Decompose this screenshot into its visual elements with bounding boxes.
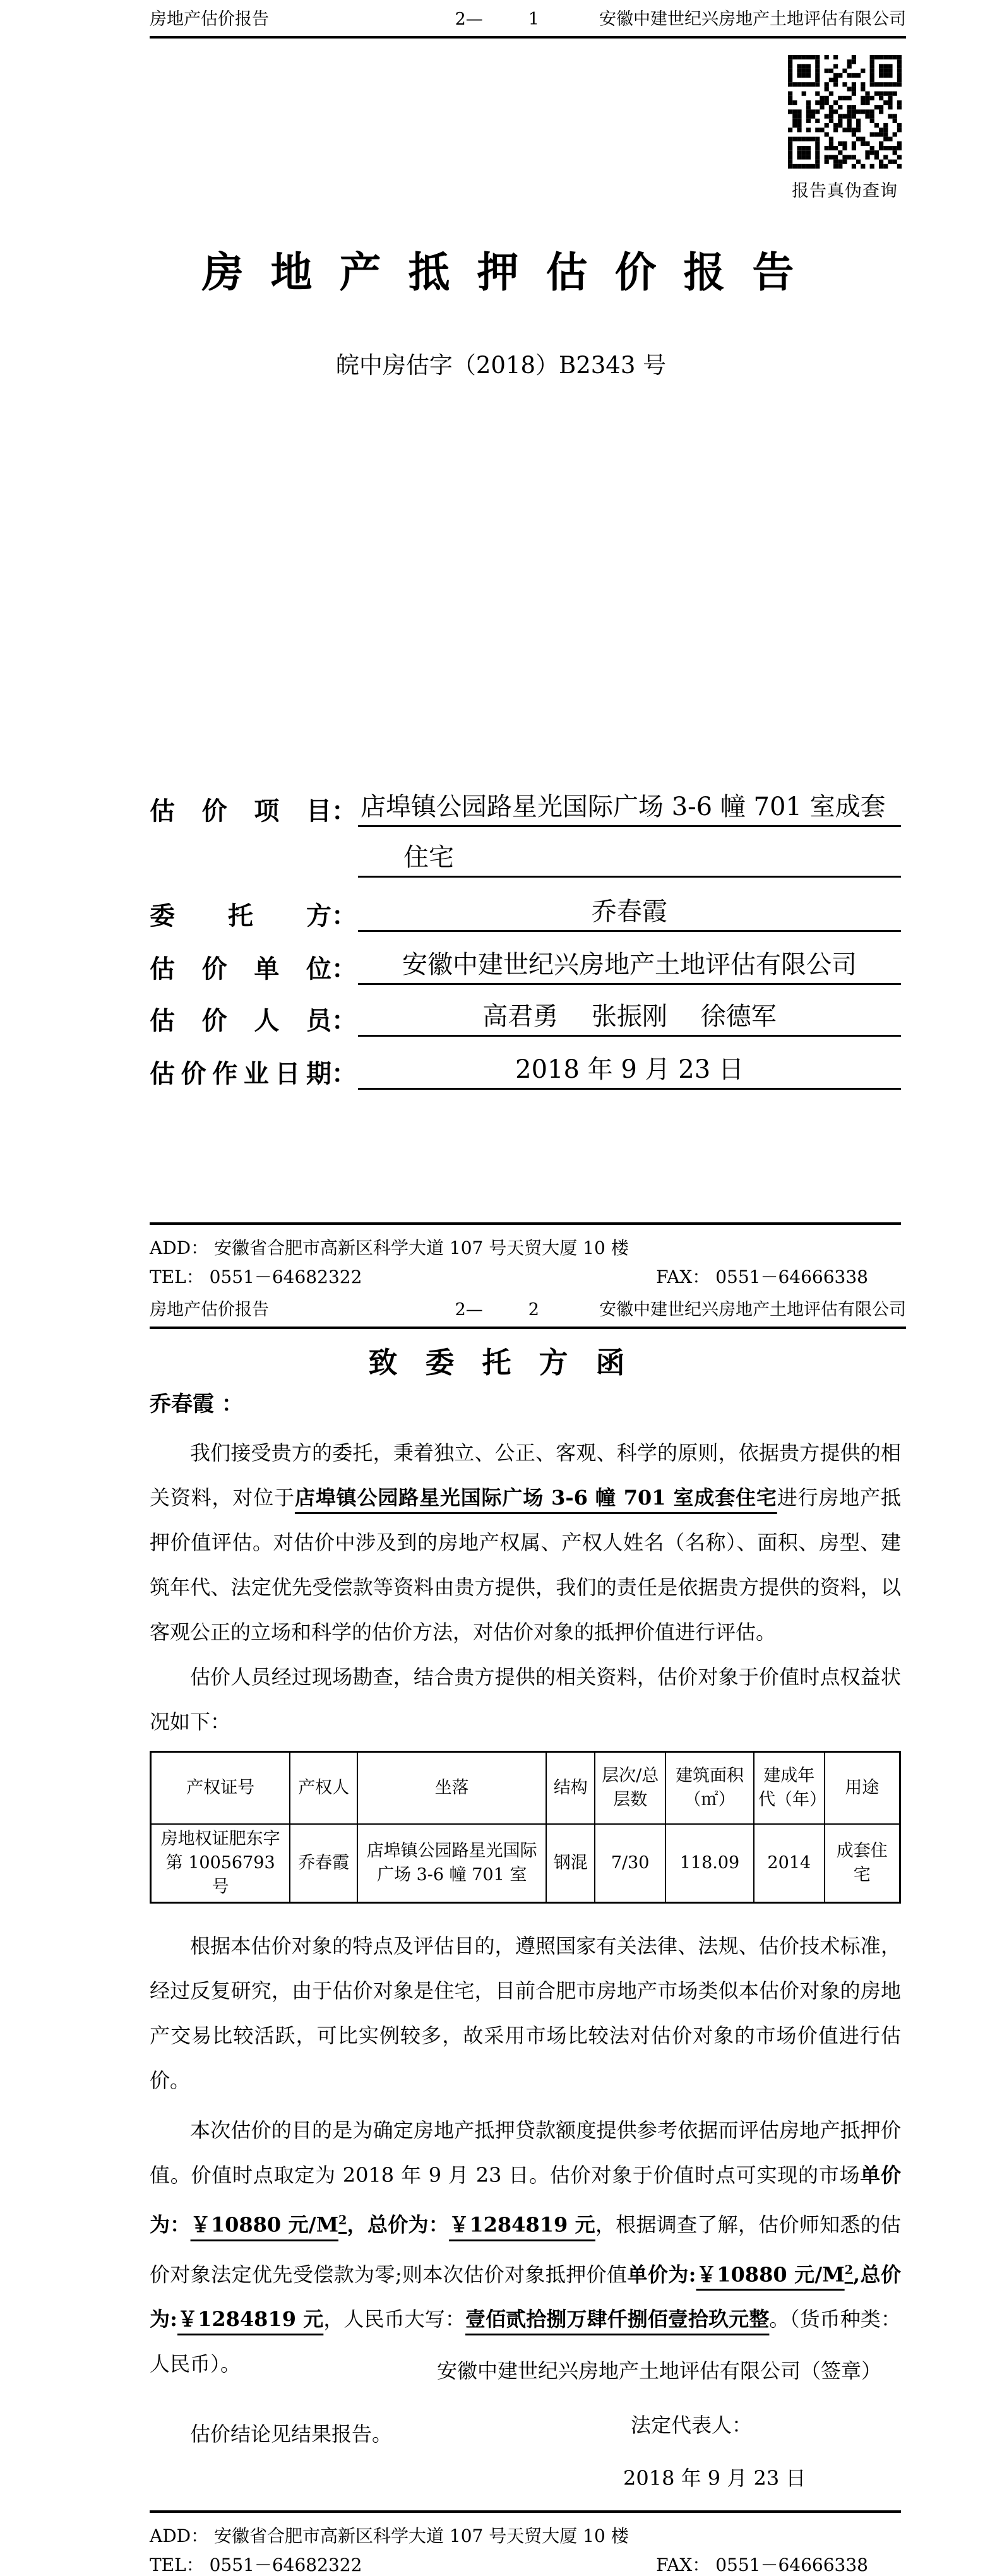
page-footer	[150, 2510, 901, 2576]
rights-table-header-cell: 建成年代（年）	[754, 1752, 825, 1825]
document-number: 皖中房估字（2018）B2343 号	[335, 352, 667, 379]
letter-body	[150, 1431, 901, 2457]
field-staff-value: 高君勇 张振刚 徐德军	[358, 994, 901, 1037]
footer-fax: FAX： 0551－64666338	[656, 1267, 868, 1287]
letter-paragraph-5: 估价结论见结果报告。	[190, 2422, 393, 2447]
label-char: 期	[306, 1059, 331, 1088]
rights-table-cell: 乔春霞	[290, 1824, 357, 1903]
header-company: 安徽中建世纪兴房地产土地评估有限公司	[599, 1300, 906, 1320]
header-page-number: 2	[528, 1300, 539, 1320]
field-colon: ：	[331, 1006, 357, 1035]
text-segment: ，根据调查了解，估价师知悉的估价对象法定优先受偿款为零;则本次估价对象抵押价值	[150, 2212, 901, 2287]
text-segment: ￥1284819 元	[177, 2307, 324, 2332]
letter-heading: 致 委 托 方 函	[368, 1345, 634, 1380]
rights-table	[150, 1751, 901, 1904]
label-char: 目	[306, 796, 331, 826]
footer-tel: TEL： 0551－64682322	[150, 1267, 362, 1287]
text-segment: 单价为:	[627, 2262, 696, 2287]
field-client	[150, 891, 901, 932]
letter-paragraph-3: 根据本估价对象的特点及评估目的，遵照国家有关法律、法规、估价技术标准，经过反复研究，由于估价对象是住宅，目前合肥市房地产市场类似本估价对象的房地产交易比较活跃，可比实例较多，故采用市场比较法对估价对象的市场价值进行估价。	[150, 1934, 901, 2092]
text-segment: 本次估价的目的是为确定房地产抵押贷款额度提供参考依据而评估房地产抵押价值。价值时点取定为 2018 年 9 月 23 日。估价对象于价值时点可实现的市场	[150, 2118, 901, 2187]
rights-table-header-cell: 层次/总层数	[595, 1752, 665, 1825]
label-char: 作	[212, 1059, 238, 1088]
field-project-value-line1: 店埠镇公园路星光国际广场 3-6 幢 701 室成套	[358, 785, 901, 827]
page-header	[150, 5, 906, 39]
rights-table-row	[151, 1824, 900, 1903]
rights-table-header-cell: 建筑面积（㎡）	[665, 1752, 754, 1825]
field-agency-value: 安徽中建世纪兴房地产土地评估有限公司	[358, 943, 901, 985]
footer-tel: TEL： 0551－64682322	[150, 2555, 362, 2575]
text-segment: 进行房地产抵押价值评估。对估价中涉及到的房地产权属、产权人姓名（名称）、面积、房型、建筑年代、法定优先受偿款等资料由贵方提供，我们的责任是依据贵方提供的资料，以客观公正的立场和科学的估价方法，对估价对象的抵押价值进行评估。	[150, 1486, 901, 1644]
header-doc-title: 房地产估价报告	[150, 9, 269, 29]
rights-table-cell: 店埠镇公园路星光国际广场 3-6 幢 701 室	[357, 1824, 546, 1903]
label-char: 方	[306, 901, 331, 931]
label-char: 位	[306, 954, 331, 984]
footer-address: ADD： 安徽省合肥市高新区科学大道 107 号天贸大厦 10 楼	[150, 2525, 629, 2546]
label-char: 项	[254, 796, 280, 826]
label-char: 托	[228, 901, 253, 931]
field-date	[150, 1049, 901, 1090]
label-char: 估	[150, 796, 175, 826]
rights-table-cell: 成套住宅	[825, 1824, 900, 1903]
signature-date: 2018 年 9 月 23 日	[623, 2466, 806, 2490]
label-char: 人	[254, 1006, 280, 1035]
footer-fax: FAX： 0551－64666338	[656, 2555, 868, 2575]
text-segment: 。（货币种类：人民币）。	[150, 2307, 901, 2376]
rights-table-header-cell: 产权人	[290, 1752, 357, 1825]
qr-verification-block	[788, 53, 902, 201]
label-char: 估	[150, 1059, 175, 1088]
field-colon: ：	[331, 901, 357, 931]
letter-paragraph-1	[150, 1431, 901, 1655]
signature-legal-representative: 法定代表人：	[631, 2413, 753, 2437]
header-doc-title: 房地产估价报告	[150, 1300, 269, 1320]
field-agency-label	[150, 949, 331, 985]
text-segment: ￥1284819 元	[449, 2212, 595, 2237]
rights-table-head	[151, 1752, 900, 1825]
text-segment: 总价为:	[150, 2262, 901, 2332]
footer-contact-row	[150, 2551, 901, 2576]
field-date-value: 2018 年 9 月 23 日	[358, 1047, 901, 1090]
label-char: 员	[306, 1006, 331, 1035]
header-page-number: 1	[528, 9, 539, 29]
rights-table-cell: 118.09	[665, 1824, 754, 1903]
rights-table-cell: 2014	[754, 1824, 825, 1903]
label-char: 估	[150, 1006, 175, 1035]
text-segment: ￥10880 元/M	[190, 2212, 339, 2237]
text-segment: ，	[347, 2212, 367, 2237]
field-staff	[150, 996, 901, 1037]
rights-table-cell: 房地权证肥东字第 10056793 号	[151, 1824, 290, 1903]
rights-table-body	[151, 1824, 900, 1903]
label-char: 价	[201, 1006, 227, 1035]
field-colon: ：	[331, 1059, 357, 1088]
field-agency	[150, 945, 901, 985]
field-date-label	[150, 1054, 331, 1090]
signature-block	[150, 2354, 901, 2499]
field-client-label	[150, 896, 331, 932]
footer-address: ADD： 安徽省合肥市高新区科学大道 107 号天贸大厦 10 楼	[150, 1237, 629, 1258]
label-char: 委	[150, 901, 175, 931]
label-char: 日	[275, 1059, 301, 1088]
text-segment: 2	[844, 2262, 854, 2277]
field-colon: ：	[331, 954, 357, 984]
label-char: 单	[254, 954, 280, 984]
rights-table-header-cell: 产权证号	[151, 1752, 290, 1825]
header-volume: 2—	[455, 1300, 483, 1320]
rights-table-header-cell: 用途	[825, 1752, 900, 1825]
letter-paragraph-2: 估价人员经过现场勘查，结合贵方提供的相关资料，估价对象于价值时点权益状况如下：	[150, 1665, 901, 1734]
report-title: 房 地 产 抵 押 估 价 报 告	[201, 247, 801, 297]
qr-label: 报告真伪查询	[792, 181, 898, 201]
text-segment: 2	[338, 2213, 347, 2227]
text-segment: 壹佰贰拾捌万肆仟捌佰壹拾玖元整	[465, 2307, 770, 2332]
letter-page	[0, 1288, 1002, 2576]
page-header	[150, 1296, 906, 1329]
qr-code-icon	[788, 53, 902, 170]
label-char: 价	[181, 1059, 206, 1088]
label-char: 估	[150, 954, 175, 984]
field-colon: ：	[331, 796, 357, 826]
label-char: 价	[201, 954, 227, 984]
text-segment: ￥10880 元/M	[696, 2262, 845, 2287]
page-footer	[150, 1222, 901, 1288]
field-project	[150, 787, 901, 827]
text-segment: ，人民币大写：	[323, 2307, 465, 2332]
text-segment: 总价为：	[367, 2212, 450, 2237]
text-segment: 我们接受贵方的委托，秉着独立、公正、客观、科学的原则，依据贵方提供的相关资料，对位于	[150, 1441, 901, 1510]
letter-salutation: 乔春霞 ：	[150, 1392, 243, 1417]
text-segment: 店埠镇公园路星光国际广场 3-6 幢 701 室成套住宅	[294, 1486, 777, 1510]
field-project-line2	[150, 837, 901, 878]
header-volume: 2—	[455, 9, 483, 29]
field-project-value-line2: 住宅	[358, 835, 901, 878]
letter-paragraph-4	[150, 2108, 901, 2387]
rights-table-header-cell: 结构	[546, 1752, 595, 1825]
text-segment: ,	[853, 2262, 861, 2287]
field-project-label	[150, 791, 331, 827]
label-char: 业	[243, 1059, 269, 1088]
signature-company: 安徽中建世纪兴房地产土地评估有限公司（签章）	[437, 2359, 882, 2383]
rights-table-cell: 钢混	[546, 1824, 595, 1903]
label-char: 价	[201, 796, 227, 826]
header-company: 安徽中建世纪兴房地产土地评估有限公司	[599, 9, 906, 29]
field-staff-label	[150, 1001, 331, 1037]
text-segment: 单价为：	[150, 2163, 901, 2237]
footer-contact-row	[150, 1263, 901, 1288]
rights-table-cell: 7/30	[595, 1824, 665, 1903]
rights-table-header-row	[151, 1752, 900, 1825]
rights-table-header-cell: 坐落	[357, 1752, 546, 1825]
field-client-value: 乔春霞	[358, 890, 901, 932]
